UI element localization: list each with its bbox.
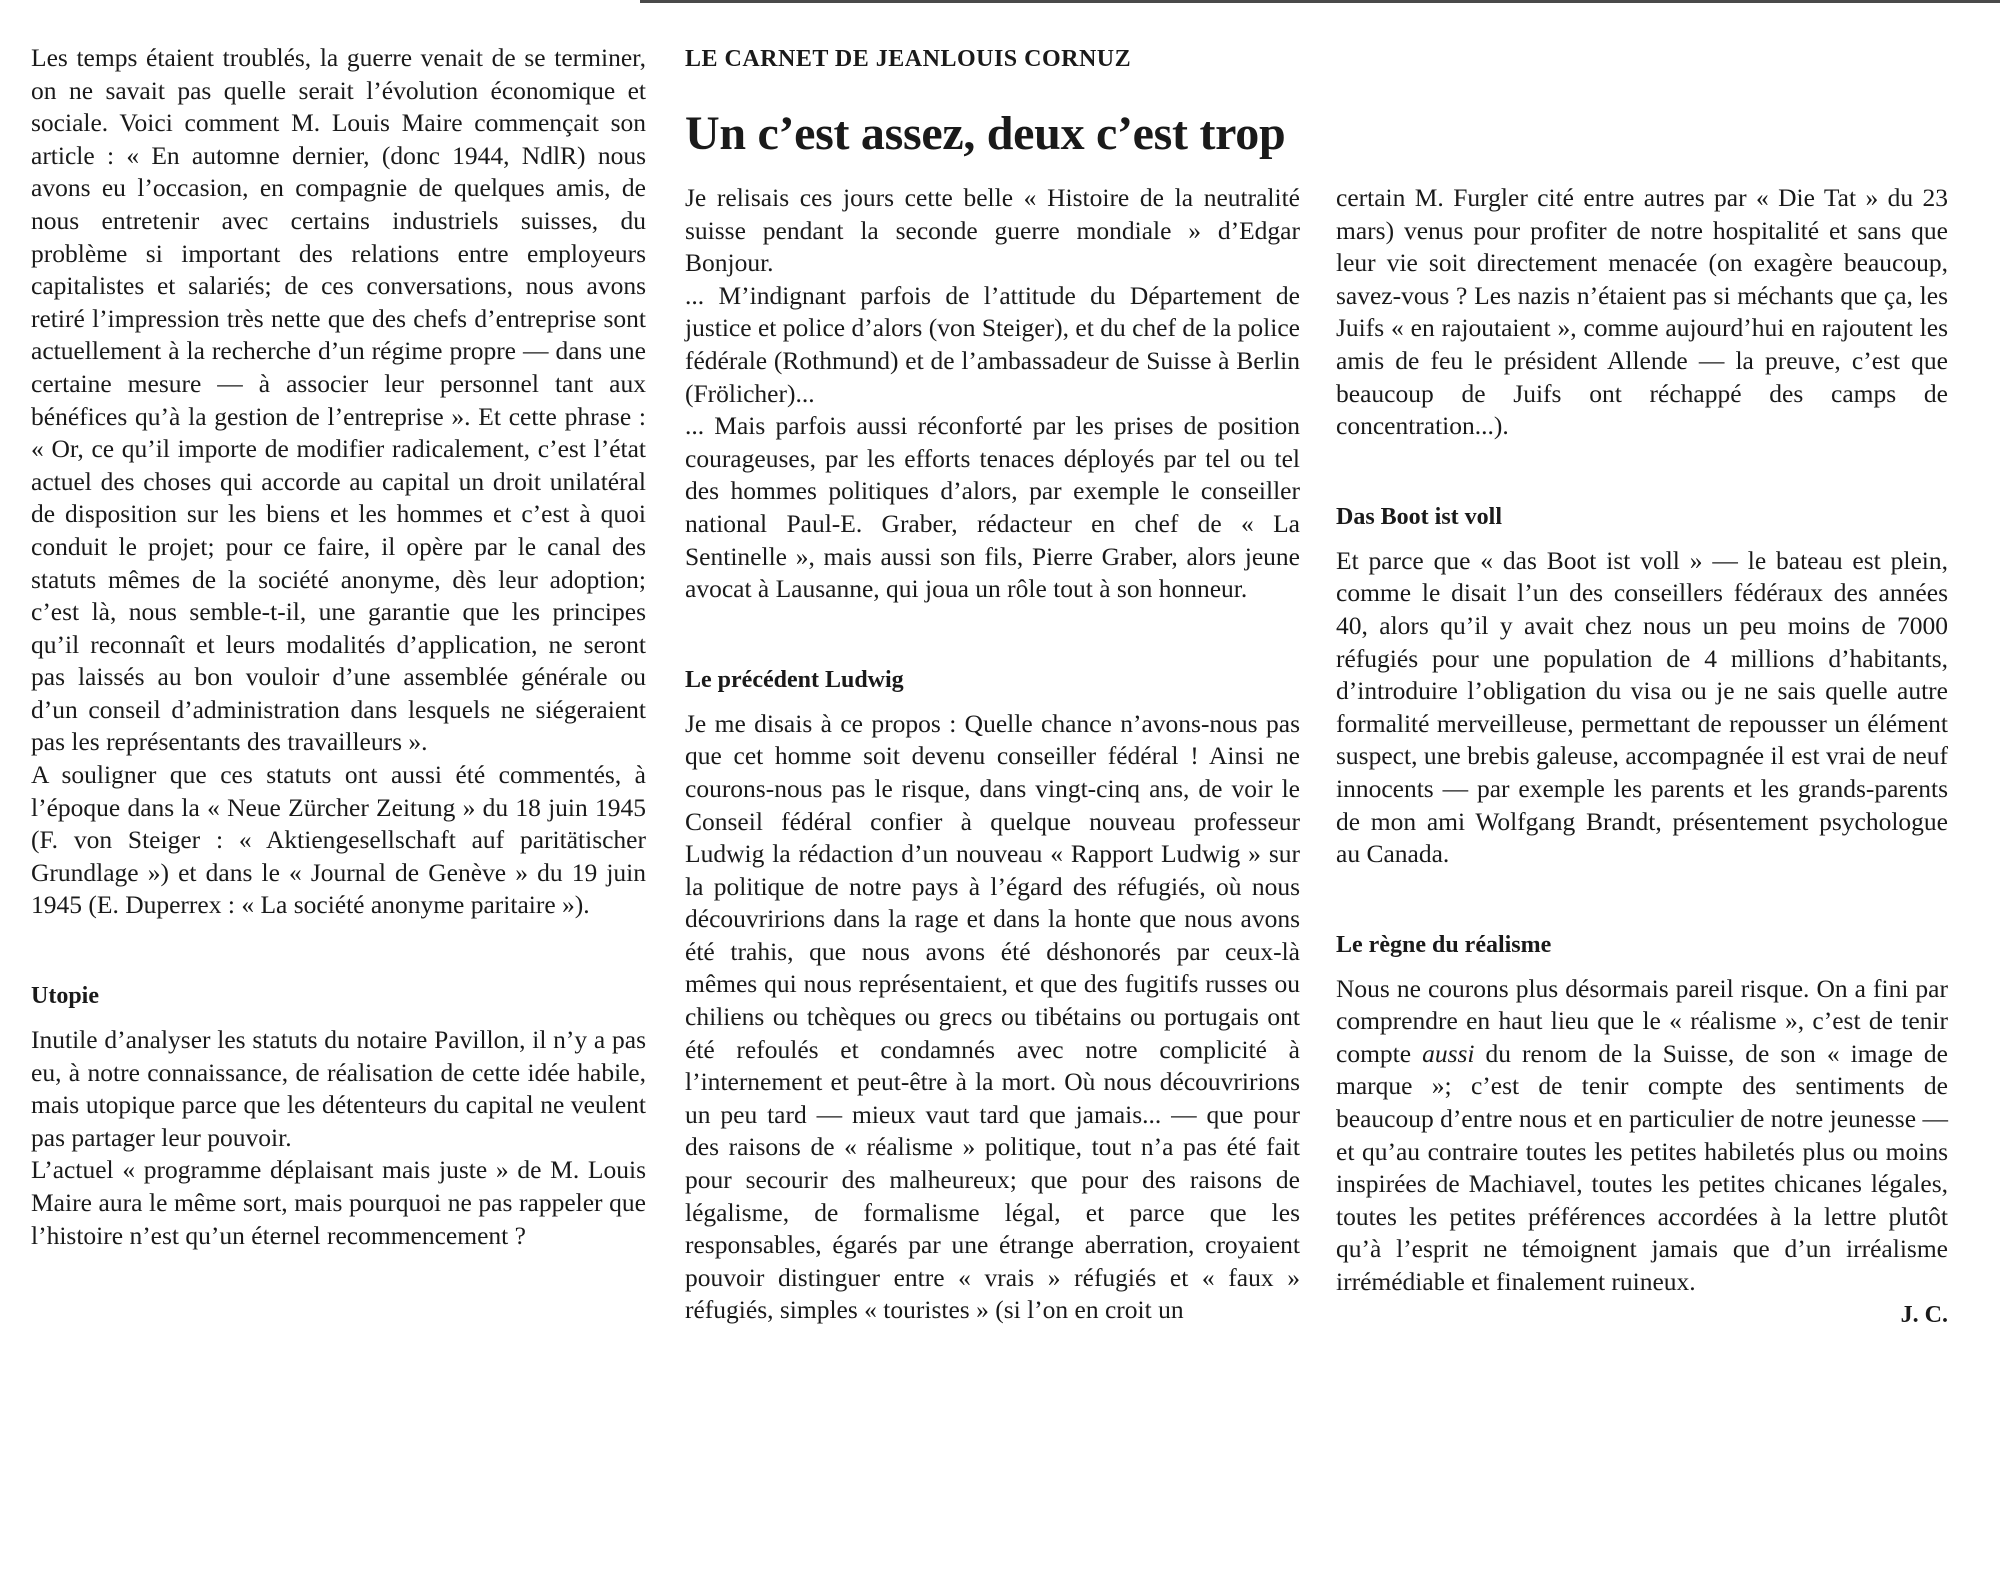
- paragraph: ... M’indignant parfois de l’attitude du Département de justice et police d’alors (von Steiger), et du chef de la police fédérale (Rothmund) et de l’ambassadeur de Suisse à Berlin (Frölicher)...: [685, 280, 1300, 408]
- right-column: [1336, 182, 1948, 1331]
- section-heading-utopie: Utopie: [31, 983, 99, 1010]
- column-kicker: LE CARNET DE JEANLOUIS CORNUZ: [685, 46, 1132, 72]
- paragraph: Inutile d’analyser les statuts du notaire Pavillon, il n’y a pas eu, à notre connaissance, de réalisation de cette idée habile, mais utopique parce que les détenteurs du capital ne veulent pas partager leur pouvoir.: [31, 1025, 646, 1152]
- top-rule: [640, 0, 2000, 3]
- paragraph: A souligner que ces statuts ont aussi été commentés, à l’époque dans la « Neue Zürcher Zeitung » du 18 juin 1945 (F. von Steiger : « Aktiengesellschaft auf paritätischer Grundlage ») et dans le « Journal de Genève » du 19 juin 1945 (E. Duperrex : « La société anonyme paritaire »).: [31, 760, 646, 920]
- paragraph: Et parce que « das Boot ist voll » — le bateau est plein, comme le disait l’un des conseillers fédéraux des années 40, alors qu’il y avait chez nous un peu moins de 7000 réfugiés pour une population de 4 millions d’habitants, d’introduire l’obligation du visa ou je ne sais quelle autre formalité merveilleuse, permettant de repousser un élément suspect, une brebis galeuse, accompagnée il est vrai de neuf innocents — par exemple les parents et les grands-parents de mon ami Wolfgang Brandt, présentement psychologue au Canada.: [1336, 545, 1948, 869]
- paragraph: Je me disais à ce propos : Quelle chance n’avons-nous pas que cet homme soit devenu conseiller fédéral ! Ainsi ne courons-nous pas le risque, dans vingt-cinq ans, de voir le Conseil fédéral confier à quelque nouveau professeur Ludwig la rédaction d’un nouveau « Rapport Ludwig » sur la politique de notre pays à l’égard des réfugiés, où nous découvririons dans la rage et dans la honte que nous avons été trahis, que nous avons été déshonorés par ceux-là mêmes qui nous représentaient, et que des fugitifs russes ou chiliens ou tchèques ou grecs ou tibétains ou portugais ont été refoulés et condamnés avec notre complicité à l’internement et peut-être à la mort. Où nous découvririons un peu tard — mieux vaut tard que jamais... — que pour des raisons de « réalisme » politique, tout n’a pas été fait pour secourir des malheureux; que pour des raisons de légalisme, de formalisme légal, et parce que les responsables, égarés par une étrange aberration, croyaient pouvoir distinguer entre « vrais » réfugiés et « faux » réfugiés, simples « touristes » (si l’on en croit un: [685, 708, 1300, 1325]
- paragraph: ... Mais parfois aussi réconforté par les prises de position courageuses, par les efforts tenaces déployés par tel ou tel des hommes politiques d’alors, par exemple le conseiller national Paul-E. Graber, rédacteur en chef de « La Sentinelle », mais aussi son fils, Pierre Graber, alors jeune avocat à Lausanne, qui joua un rôle tout à son honneur.: [685, 411, 1300, 604]
- paragraph: Je relisais ces jours cette belle « Histoire de la neutralité suisse pendant la seconde guerre mondiale » d’Edgar Bonjour.: [685, 183, 1300, 278]
- middle-column: [685, 182, 1300, 1327]
- section-heading-realisme: Le règne du réalisme: [1336, 931, 1552, 958]
- paragraph-text: du renom de la Suisse, de son « image de marque »; c’est de tenir compte des sentiments de beaucoup d’entre nous et en particulier de notre jeunesse — et qu’au contraire toutes les petites habiletés plus ou moins inspirées de Machiavel, toutes les petites chicanes légales, toutes les petites préférences accordées à la lettre plutôt qu’à l’esprit ne témoignent jamais que d’un irréalisme irrémédiable et finalement ruineux.: [1336, 1038, 1948, 1297]
- paragraph-text: Nous ne courons plus désormais pareil risque. On a fini par comprendre en haut lieu que le « réalisme », c’est de tenir compte: [1336, 973, 1948, 1068]
- author-signature: J. C.: [1900, 1301, 1948, 1328]
- left-column: [31, 42, 646, 1252]
- section-heading-ludwig: Le précédent Ludwig: [685, 666, 904, 693]
- section-heading-das-boot: Das Boot ist voll: [1336, 503, 1503, 530]
- paragraph: [1336, 973, 1948, 1299]
- paragraph: Les temps étaient troublés, la guerre venait de se terminer, on ne savait pas quelle serait l’évolution économique et sociale. Voici comment M. Louis Maire commençait son article : « En automne dernier, (donc 1944, NdlR) nous avons eu l’occasion, en compagnie de quelques amis, de nous entretenir avec certains industriels suisses, du problème si important des relations entre employeurs capitalistes et salariés; de ces conversations, nous avons retiré l’impression très nette que des chefs d’entreprise sont actuellement à la recherche d’un régime propre — dans une certaine mesure — à associer leur personnel tant aux bénéfices qu’à la gestion de l’entreprise ». Et cette phrase : « Or, ce qu’il importe de modifier radicalement, c’est l’état actuel des choses qui accorde au capital un droit unilatéral de disposition sur les biens et les hommes et c’est à quoi conduit le projet; pour ce faire, il opère par le canal des statuts mêmes de la société anonyme, dès leur adoption; c’est là, nous semble-t-il, une garantie que les principes qu’il reconnaît et leurs modalités d’application, ne seront pas laissés au bon vouloir d’une assemblée générale ou d’un conseil d’administration dans lesquels ne siégeraient pas les représentants des travailleurs ».: [31, 43, 646, 757]
- paragraph: certain M. Furgler cité entre autres par « Die Tat » du 23 mars) venus pour profiter de notre hospitalité et sans que leur vie soit directement menacée (on exagère beaucoup, savez-vous ? Les nazis n’étaient pas si méchants que ça, les Juifs « en rajoutaient », comme aujourd’hui en rajoutent les amis de feu le président Allende — la preuve, c’est que beaucoup de Juifs ont réchappé des camps de concentration...).: [1336, 183, 1948, 441]
- paragraph: L’actuel « programme déplaisant mais juste » de M. Louis Maire aura le même sort, mais pourquoi ne pas rappeler que l’histoire n’est qu’un éternel recommencement ?: [31, 1155, 646, 1250]
- emphasis-aussi: aussi: [1422, 1038, 1475, 1068]
- article-title: Un c’est assez, deux c’est trop: [685, 107, 1286, 160]
